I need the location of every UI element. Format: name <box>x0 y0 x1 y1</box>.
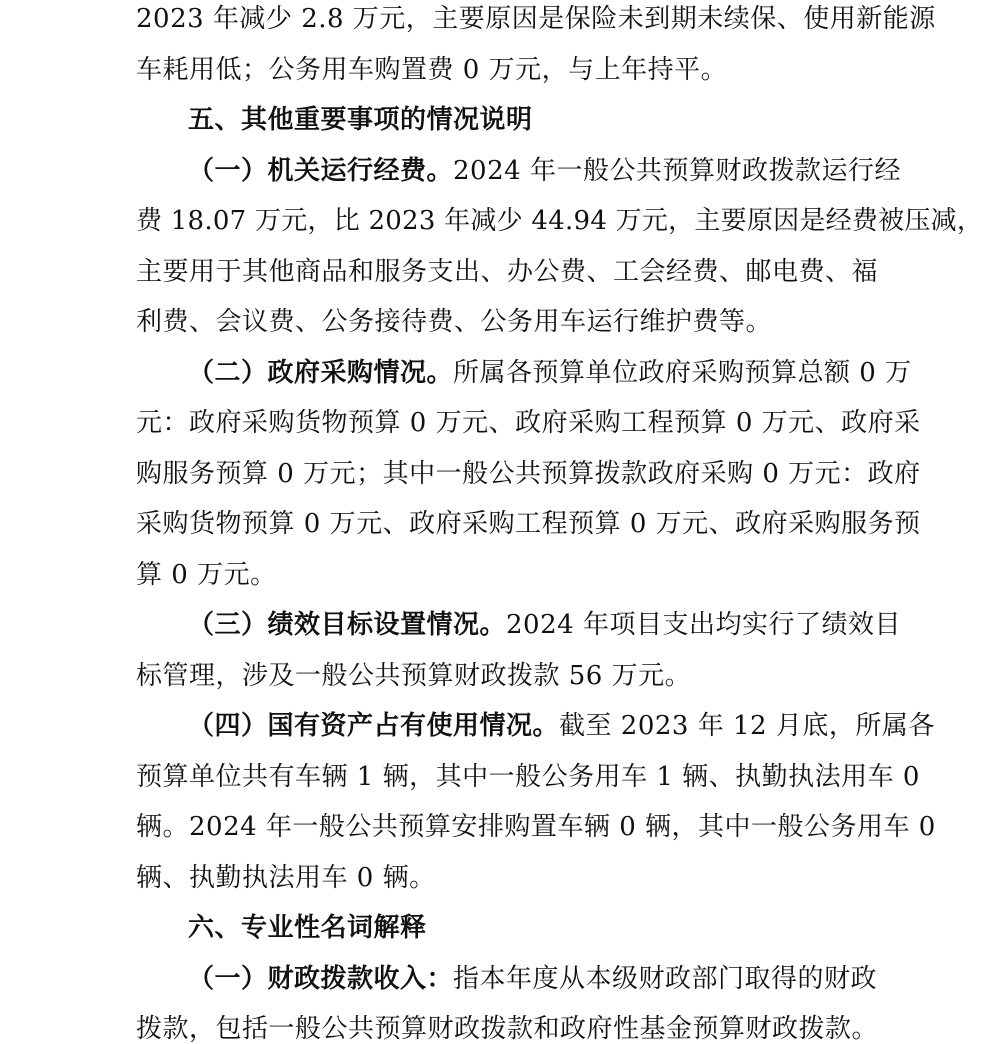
text-line <box>136 257 878 287</box>
line-text: 主要用于其他商品和服务支出、办公费、工会经费、邮电费、福 <box>136 257 879 287</box>
heading-text: 五、其他重要事项的情况说明 <box>188 105 533 135</box>
line-text: 车耗用低；公务用车购置费 0 万元，与上年持平。 <box>136 55 728 85</box>
paragraph-lead: （二）政府采购情况。 <box>188 358 454 388</box>
line-text: 费 18.07 万元，比 2023 年减少 44.94 万元，主要原因是经费被压减， <box>136 206 984 236</box>
heading-text: 六、专业性名词解释 <box>188 913 427 943</box>
text-line <box>136 307 772 337</box>
line-text: 购服务预算 0 万元；其中一般公共预算拨款政府采购 0 万元：政府 <box>136 459 921 489</box>
line-text: 辆。2024 年一般公共预算安排购置车辆 0 辆，其中一般公务用车 0 <box>136 812 936 842</box>
line-text: 辆、执勤执法用车 0 辆。 <box>136 863 436 893</box>
line-text: 2023 年减少 2.8 万元，主要原因是保险未到期未续保、使用新能源 <box>136 4 936 34</box>
paragraph-lead: （一）机关运行经费。 <box>188 156 454 186</box>
text-line <box>136 812 936 842</box>
text-line <box>136 4 936 34</box>
text-line <box>136 863 436 893</box>
text-line <box>136 560 277 590</box>
text-line <box>136 206 983 236</box>
paragraph-lead: （四）国有资产占有使用情况。 <box>188 711 560 741</box>
text-line <box>136 459 921 489</box>
text-line <box>136 408 921 438</box>
paragraph-first-line <box>188 964 877 994</box>
paragraph-first-line <box>188 156 901 186</box>
text-line <box>136 55 727 85</box>
line-text: 2024 年一般公共预算财政拨款运行经 <box>453 156 901 186</box>
line-text: 截至 2023 年 12 月底，所属各 <box>559 711 935 741</box>
paragraph-lead: （三）绩效目标设置情况。 <box>188 610 507 640</box>
line-text: 2024 年项目支出均实行了绩效目 <box>506 610 901 640</box>
line-text: 元：政府采购货物预算 0 万元、政府采购工程预算 0 万元、政府采 <box>136 408 921 438</box>
line-text: 指本年度从本级财政部门取得的财政 <box>453 964 878 994</box>
line-text: 算 0 万元。 <box>136 560 277 590</box>
line-text: 拨款，包括一般公共预算财政拨款和政府性基金预算财政拨款。 <box>136 1014 879 1044</box>
text-line <box>136 1014 878 1044</box>
line-text: 预算单位共有车辆 1 辆，其中一般公务用车 1 辆、执勤执法用车 0 <box>136 762 920 792</box>
section-heading <box>188 105 533 135</box>
section-heading <box>188 913 427 943</box>
paragraph-first-line <box>188 610 901 640</box>
paragraph-first-line <box>188 711 935 741</box>
text-line <box>136 661 691 691</box>
line-text: 标管理，涉及一般公共预算财政拨款 56 万元。 <box>136 661 692 691</box>
line-text: 所属各预算单位政府采购预算总额 0 万 <box>453 358 912 388</box>
text-line <box>136 509 921 539</box>
paragraph-lead: （一）财政拨款收入： <box>188 964 454 994</box>
line-text: 利费、会议费、公务接待费、公务用车运行维护费等。 <box>136 307 773 337</box>
paragraph-first-line <box>188 358 912 388</box>
text-line <box>136 762 920 792</box>
line-text: 采购货物预算 0 万元、政府采购工程预算 0 万元、政府采购服务预 <box>136 509 921 539</box>
